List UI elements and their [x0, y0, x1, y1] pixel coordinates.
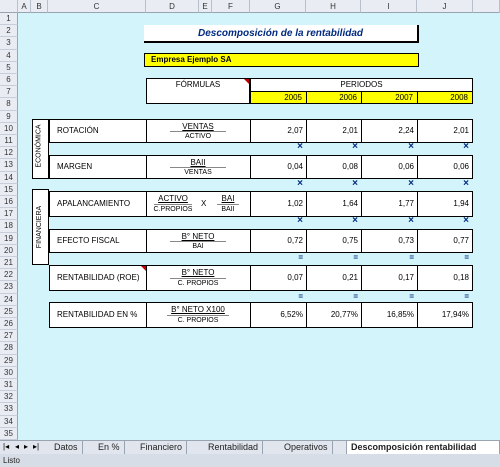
rotacion-formula-fraction-line	[170, 131, 226, 132]
column-header-i[interactable]: I	[361, 0, 417, 13]
row-header-19[interactable]: 19	[0, 233, 18, 245]
apalancamiento-formula-a-numerator: ACTIVO	[158, 194, 188, 203]
comment-indicator	[244, 79, 249, 84]
pct-value[interactable]: 20,77%	[330, 310, 358, 319]
apalancamiento-label: APALANCAMIENTO	[57, 199, 131, 208]
economic-label: ECONÓMICA	[35, 124, 43, 168]
first-sheet-icon[interactable]: |◂	[3, 442, 10, 451]
operator-multiply: ×	[463, 215, 469, 226]
row-header-8[interactable]: 8	[0, 98, 18, 110]
apalancamiento-value[interactable]: 1,02	[287, 199, 303, 208]
pct-formula-denominator: C. PROPIOS	[177, 317, 219, 324]
efecto_fiscal-value[interactable]: 0,77	[453, 236, 469, 245]
margen-value[interactable]: 0,04	[287, 162, 303, 171]
row-header-11[interactable]: 11	[0, 135, 18, 147]
margen-formula-fraction-line	[170, 167, 226, 168]
operator-multiply: ×	[352, 141, 358, 152]
row-header-2[interactable]: 2	[0, 25, 18, 37]
pct-value[interactable]: 16,85%	[386, 310, 414, 319]
roe-value[interactable]: 0,07	[287, 273, 303, 282]
apalancamiento-divider	[146, 191, 147, 217]
margen-formula-denominator: VENTAS	[184, 169, 212, 176]
rotacion-label: ROTACIÓN	[57, 126, 99, 135]
efecto_fiscal-value[interactable]: 0,75	[342, 236, 358, 245]
column-header-a[interactable]: A	[18, 0, 31, 13]
roe-value[interactable]: 0,18	[453, 273, 469, 282]
efecto-fiscal-formula-denominator: BAI	[192, 243, 204, 250]
column-header-c[interactable]: C	[48, 0, 146, 13]
status-text: Listo	[3, 456, 20, 465]
row-header-3[interactable]: 3	[0, 37, 18, 49]
row-header-14[interactable]: 14	[0, 172, 18, 184]
prev-sheet-icon[interactable]: ◂	[15, 442, 20, 451]
year-header-2006: 2006	[306, 91, 362, 104]
roe-value[interactable]: 0,17	[398, 273, 414, 282]
tab-operativos[interactable]: Operativos	[280, 441, 333, 454]
row-header-35[interactable]: 35	[0, 428, 18, 440]
apalancamiento-formula-a-fraction-line	[154, 204, 192, 205]
operator-equals: =	[298, 292, 303, 301]
row-header-15[interactable]: 15	[0, 184, 18, 196]
formulas-header: FÓRMULAS	[146, 78, 250, 104]
margen-formula-numerator: BAII	[190, 158, 206, 167]
operator-equals: =	[464, 253, 469, 262]
operator-multiply: ×	[352, 215, 358, 226]
margen-value[interactable]: 0,06	[453, 162, 469, 171]
rotacion-value[interactable]: 2,01	[342, 126, 358, 135]
tab-datos[interactable]: Datos	[50, 441, 83, 454]
row-header-18[interactable]: 18	[0, 220, 18, 232]
margen-divider	[146, 155, 147, 179]
row-header-25[interactable]: 25	[0, 306, 18, 318]
rotacion-value[interactable]: 2,07	[287, 126, 303, 135]
rotacion-value[interactable]: 2,24	[398, 126, 414, 135]
row-header-33[interactable]: 33	[0, 403, 18, 415]
operator-equals: =	[409, 292, 414, 301]
rotacion-formula-denominator: ACTIVO	[184, 133, 212, 140]
row-header-9[interactable]: 9	[0, 111, 18, 123]
tab-rentabilidad[interactable]: Rentabilidad	[204, 441, 263, 454]
tab-financiero[interactable]: Financiero	[136, 441, 187, 454]
rotacion-divider	[146, 119, 147, 143]
row-header-34[interactable]: 34	[0, 416, 18, 428]
row-header-7[interactable]: 7	[0, 86, 18, 98]
row-header-20[interactable]: 20	[0, 245, 18, 257]
row-header-23[interactable]: 23	[0, 281, 18, 293]
row-header-31[interactable]: 31	[0, 379, 18, 391]
rotacion-formula-numerator: VENTAS	[182, 122, 214, 131]
roe-divider	[146, 265, 147, 291]
row-header-27[interactable]: 27	[0, 330, 18, 342]
pct-divider	[146, 302, 147, 328]
roe-label: RENTABILIDAD (ROE)	[57, 273, 140, 282]
year-header-2008: 2008	[417, 91, 473, 104]
operator-multiply: ×	[408, 178, 414, 189]
pct-label: RENTABILIDAD EN %	[57, 310, 138, 319]
operator-multiply: ×	[408, 141, 414, 152]
operator-equals: =	[464, 292, 469, 301]
row-header-22[interactable]: 22	[0, 269, 18, 281]
row-header-21[interactable]: 21	[0, 257, 18, 269]
efecto_fiscal-label: EFECTO FISCAL	[57, 236, 120, 245]
apalancamiento-formula-b-numerator: BAI	[221, 194, 235, 203]
operator-equals: =	[353, 253, 358, 262]
row-header-1[interactable]: 1	[0, 13, 18, 25]
margen-value[interactable]: 0,08	[342, 162, 358, 171]
tab-descomposicion-rentabilidad[interactable]: Descomposición rentabilidad	[346, 441, 500, 454]
column-header-g[interactable]: G	[250, 0, 306, 13]
row-header-13[interactable]: 13	[0, 159, 18, 171]
margen-label: MARGEN	[57, 162, 93, 171]
row-header-5[interactable]: 5	[0, 62, 18, 74]
roe-formula-fraction-line	[170, 278, 226, 279]
financial-label: FINANCIERA	[36, 205, 43, 249]
efecto-fiscal-formula-numerator: B° NETO	[181, 232, 215, 241]
year-header-2005: 2005	[250, 91, 307, 104]
status-bar	[0, 454, 500, 467]
row-header-6[interactable]: 6	[0, 74, 18, 86]
row-header-30[interactable]: 30	[0, 367, 18, 379]
column-header-e[interactable]: E	[199, 0, 212, 13]
operator-multiply: ×	[352, 178, 358, 189]
operator-equals: =	[353, 292, 358, 301]
efecto_fiscal-value[interactable]: 0,73	[398, 236, 414, 245]
row-header-28[interactable]: 28	[0, 342, 18, 354]
pct-formula-numerator: B° NETO X100	[171, 305, 225, 314]
row-header-32[interactable]: 32	[0, 391, 18, 403]
apalancamiento-formula-a-denominator: C.PROPIOS	[153, 206, 193, 213]
corner-select-all[interactable]	[0, 0, 18, 13]
pct-value[interactable]: 6,52%	[280, 310, 303, 319]
year-header-2007: 2007	[361, 91, 418, 104]
periods-header: PERIODOS	[250, 78, 473, 92]
operator-multiply: ×	[297, 215, 303, 226]
row-header-17[interactable]: 17	[0, 208, 18, 220]
spreadsheet-grid[interactable]	[18, 13, 500, 440]
column-header-h[interactable]: H	[306, 0, 361, 13]
rotacion-value[interactable]: 2,01	[453, 126, 469, 135]
apalancamiento-value[interactable]: 1,77	[398, 199, 414, 208]
pct-value[interactable]: 17,94%	[441, 310, 469, 319]
efecto_fiscal-value[interactable]: 0,72	[287, 236, 303, 245]
efecto_fiscal-divider	[146, 229, 147, 253]
apalancamiento-times: X	[201, 199, 207, 208]
row-header-16[interactable]: 16	[0, 196, 18, 208]
row-header-29[interactable]: 29	[0, 355, 18, 367]
apalancamiento-formula-b-denominator: BAII	[221, 206, 235, 213]
last-sheet-icon[interactable]: ▸|	[33, 442, 40, 451]
operator-multiply: ×	[463, 141, 469, 152]
roe-formula-numerator: B° NETO	[181, 268, 215, 277]
efecto-fiscal-formula-fraction-line	[170, 241, 226, 242]
row-header-4[interactable]: 4	[0, 50, 18, 62]
operator-multiply: ×	[297, 141, 303, 152]
row-header-10[interactable]: 10	[0, 123, 18, 135]
operator-equals: =	[409, 253, 414, 262]
apalancamiento-value[interactable]: 1,94	[453, 199, 469, 208]
sheet-tab-bar	[0, 440, 500, 454]
next-sheet-icon[interactable]: ▸	[24, 442, 29, 451]
roe-comment-indicator	[141, 266, 146, 271]
sheet-title: Descomposición de la rentabilidad	[144, 25, 419, 43]
column-header-f[interactable]: F	[212, 0, 250, 13]
operator-multiply: ×	[408, 215, 414, 226]
pct-formula-fraction-line	[167, 315, 229, 316]
company-name: Empresa Ejemplo SA	[144, 53, 419, 67]
operator-equals: =	[298, 253, 303, 262]
apalancamiento-value[interactable]: 1,64	[342, 199, 358, 208]
row-header-26[interactable]: 26	[0, 318, 18, 330]
apalancamiento-formula-b-fraction-line	[217, 204, 239, 205]
operator-multiply: ×	[463, 178, 469, 189]
margen-value[interactable]: 0,06	[398, 162, 414, 171]
row-header-12[interactable]: 12	[0, 147, 18, 159]
roe-value[interactable]: 0,21	[342, 273, 358, 282]
column-header-b[interactable]: B	[31, 0, 48, 13]
column-header-filler	[473, 0, 500, 13]
row-header-24[interactable]: 24	[0, 294, 18, 306]
column-header-j[interactable]: J	[417, 0, 473, 13]
operator-multiply: ×	[297, 178, 303, 189]
tab-en-porcentaje[interactable]: En %	[94, 441, 125, 454]
column-header-d[interactable]: D	[146, 0, 199, 13]
roe-formula-denominator: C. PROPIOS	[177, 280, 219, 287]
